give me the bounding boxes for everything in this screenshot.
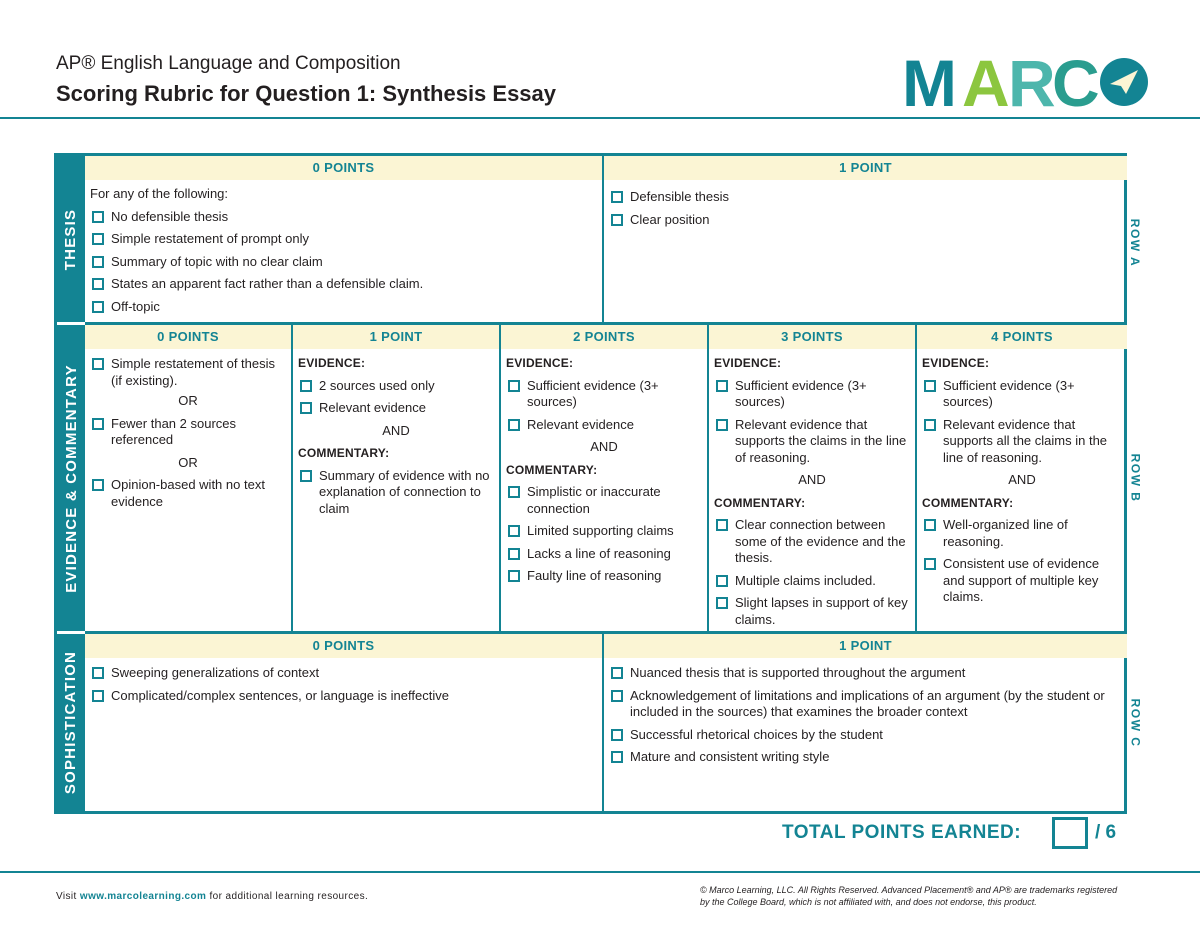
- sophistication-1-item[interactable]: Mature and consistent writing style: [609, 749, 1119, 766]
- rubric-table: [54, 153, 1127, 814]
- checkbox[interactable]: [508, 486, 520, 498]
- sophistication-0-item[interactable]: Sweeping generalizations of context: [90, 665, 595, 682]
- row-label-b: ROW B: [1128, 453, 1143, 503]
- checkbox[interactable]: [924, 558, 936, 570]
- checkbox[interactable]: [611, 667, 623, 679]
- total-out-of: / 6: [1095, 822, 1117, 843]
- checkbox[interactable]: [716, 419, 728, 431]
- evidence-1-item[interactable]: Summary of evidence with no explanation of connection to claim: [298, 468, 494, 518]
- sophistication-1-item[interactable]: Acknowledgement of limitations and implications of an argument (by the student or included in the sources) that examines the broader context: [609, 688, 1119, 721]
- and-label: AND: [590, 439, 618, 454]
- thesis-1-heading: 1 POINT: [604, 156, 1127, 180]
- thesis-0-heading: 0 POINTS: [85, 156, 602, 180]
- evidence-label: EVIDENCE:: [714, 356, 782, 370]
- sophistication-0-body: [90, 665, 595, 710]
- thesis-0-item[interactable]: Off-topic: [90, 299, 595, 316]
- evidence-2-body: [506, 355, 702, 591]
- evidence-2-item[interactable]: Faulty line of reasoning: [506, 568, 702, 585]
- thesis-1-item[interactable]: Defensible thesis: [609, 189, 1119, 206]
- checkbox[interactable]: [92, 690, 104, 702]
- checkbox[interactable]: [92, 301, 104, 313]
- or-label: OR: [178, 393, 198, 408]
- and-label: AND: [382, 422, 410, 438]
- evidence-0-item[interactable]: Fewer than 2 sources referenced: [90, 416, 286, 449]
- checkbox[interactable]: [924, 380, 936, 392]
- checkbox[interactable]: [611, 690, 623, 702]
- sophistication-0-heading: 0 POINTS: [85, 634, 602, 658]
- evidence-3-heading: 3 POINTS: [709, 325, 915, 349]
- footer-rule: [0, 871, 1200, 873]
- evidence-4-item[interactable]: Relevant evidence that supports all the claims in the line of reasoning.: [922, 417, 1122, 467]
- footer-visit: [56, 891, 368, 902]
- evidence-4-heading: 4 POINTS: [917, 325, 1127, 349]
- sophistication-1-body: [609, 665, 1119, 772]
- col-divider: [602, 634, 604, 811]
- checkbox[interactable]: [92, 233, 104, 245]
- checkbox[interactable]: [300, 380, 312, 392]
- checkbox[interactable]: [611, 191, 623, 203]
- sophistication-0-item[interactable]: Complicated/complex sentences, or language is ineffective: [90, 688, 595, 705]
- evidence-3-item[interactable]: Multiple claims included.: [714, 573, 910, 590]
- page-title: Scoring Rubric for Question 1: Synthesis Essay: [56, 81, 557, 106]
- evidence-4-body: [922, 355, 1122, 612]
- commentary-label: COMMENTARY:: [298, 446, 390, 460]
- side-label-evidence: EVIDENCE & COMMENTARY: [62, 363, 80, 593]
- evidence-1-body: [298, 355, 494, 523]
- checkbox[interactable]: [92, 358, 104, 370]
- evidence-1-heading: 1 POINT: [293, 325, 499, 349]
- evidence-0-item[interactable]: Opinion-based with no text evidence: [90, 477, 286, 510]
- footer-link[interactable]: www.marcolearning.com: [79, 891, 207, 902]
- checkbox[interactable]: [92, 667, 104, 679]
- total-points-input[interactable]: [1052, 817, 1088, 849]
- checkbox[interactable]: [92, 418, 104, 430]
- footer-visit-prefix: Visit: [56, 891, 77, 902]
- checkbox[interactable]: [508, 419, 520, 431]
- header-rule: [0, 117, 1200, 119]
- checkbox[interactable]: [508, 525, 520, 537]
- sophistication-1-heading: 1 POINT: [604, 634, 1127, 658]
- thesis-0-item[interactable]: Summary of topic with no clear claim: [90, 254, 595, 271]
- commentary-label: COMMENTARY:: [922, 495, 1014, 510]
- evidence-label: EVIDENCE:: [506, 356, 574, 370]
- logo-letter-c: C: [1052, 52, 1100, 110]
- col-divider: [915, 325, 917, 631]
- col-divider: [291, 325, 293, 631]
- or-label: OR: [178, 454, 198, 470]
- checkbox[interactable]: [92, 211, 104, 223]
- evidence-2-item[interactable]: Simplistic or inaccurate connection: [506, 484, 702, 517]
- marco-logo: [902, 52, 1152, 110]
- commentary-label: COMMENTARY:: [506, 462, 598, 477]
- checkbox[interactable]: [92, 278, 104, 290]
- thesis-0-item[interactable]: Simple restatement of prompt only: [90, 231, 595, 248]
- evidence-0-body: [90, 356, 286, 516]
- row-label-c: ROW C: [1128, 698, 1143, 747]
- header-subtitle: AP® English Language and Composition: [56, 53, 401, 74]
- evidence-3-body: [714, 355, 910, 634]
- footer-visit-suffix: for additional learning resources.: [209, 891, 369, 902]
- footer-copyright: © Marco Learning, LLC. All Rights Reserved. Advanced Placement® and AP® are trademarks registered by the College Board, which is not affiliated with, and does not endorse, this product.: [700, 885, 1118, 907]
- evidence-label: EVIDENCE:: [922, 356, 990, 370]
- evidence-0-item[interactable]: Simple restatement of thesis (if existing).: [90, 356, 286, 389]
- checkbox[interactable]: [92, 256, 104, 268]
- evidence-2-item[interactable]: Limited supporting claims: [506, 523, 702, 540]
- checkbox[interactable]: [924, 419, 936, 431]
- evidence-3-item[interactable]: Sufficient evidence (3+ sources): [714, 378, 910, 411]
- evidence-1-item[interactable]: 2 sources used only: [298, 378, 494, 395]
- checkbox[interactable]: [716, 597, 728, 609]
- checkbox[interactable]: [611, 214, 623, 226]
- checkbox[interactable]: [611, 751, 623, 763]
- logo-letter-a: A: [962, 52, 1010, 110]
- col-divider: [602, 156, 604, 322]
- checkbox[interactable]: [508, 570, 520, 582]
- side-label-sophistication: SOPHISTICATION: [62, 650, 80, 795]
- row-label-a: ROW A: [1128, 218, 1143, 268]
- checkbox[interactable]: [924, 519, 936, 531]
- col-divider: [499, 325, 501, 631]
- checkbox[interactable]: [300, 470, 312, 482]
- evidence-0-heading: 0 POINTS: [85, 325, 291, 349]
- evidence-label: EVIDENCE:: [298, 356, 366, 370]
- sophistication-1-item[interactable]: Nuanced thesis that is supported throughout the argument: [609, 665, 1119, 682]
- checkbox[interactable]: [716, 575, 728, 587]
- checkbox[interactable]: [716, 519, 728, 531]
- checkbox[interactable]: [92, 479, 104, 491]
- total-label: TOTAL POINTS EARNED:: [782, 822, 1022, 843]
- evidence-2-item[interactable]: Sufficient evidence (3+ sources): [506, 378, 702, 411]
- and-label: AND: [798, 472, 826, 487]
- thesis-1-item[interactable]: Clear position: [609, 212, 1119, 229]
- thesis-0-item[interactable]: No defensible thesis: [90, 209, 595, 226]
- checkbox[interactable]: [508, 548, 520, 560]
- evidence-3-item[interactable]: Clear connection between some of the evidence and the thesis.: [714, 517, 910, 567]
- checkbox[interactable]: [508, 380, 520, 392]
- thesis-0-body: [90, 186, 595, 321]
- thesis-0-intro: For any of the following:: [90, 186, 229, 201]
- checkbox[interactable]: [611, 729, 623, 741]
- evidence-3-item[interactable]: Relevant evidence that supports the claims in the line of reasoning.: [714, 417, 910, 467]
- thesis-0-item[interactable]: States an apparent fact rather than a defensible claim.: [90, 276, 595, 293]
- evidence-2-item[interactable]: Relevant evidence: [506, 417, 702, 434]
- and-label: AND: [1008, 472, 1036, 487]
- checkbox[interactable]: [716, 380, 728, 392]
- checkbox[interactable]: [300, 402, 312, 414]
- evidence-4-item[interactable]: Consistent use of evidence and support of multiple key claims.: [922, 556, 1122, 606]
- side-label-thesis: THESIS: [62, 208, 80, 270]
- evidence-1-item[interactable]: Relevant evidence: [298, 400, 494, 417]
- evidence-4-item[interactable]: Well-organized line of reasoning.: [922, 517, 1122, 550]
- evidence-2-heading: 2 POINTS: [501, 325, 707, 349]
- thesis-1-body: [609, 189, 1119, 234]
- evidence-4-item[interactable]: Sufficient evidence (3+ sources): [922, 378, 1122, 411]
- sophistication-1-item[interactable]: Successful rhetorical choices by the student: [609, 727, 1119, 744]
- commentary-label: COMMENTARY:: [714, 495, 806, 510]
- col-divider: [707, 325, 709, 631]
- logo-letter-m: M: [902, 52, 957, 110]
- evidence-3-item[interactable]: Slight lapses in support of key claims.: [714, 595, 910, 628]
- evidence-2-item[interactable]: Lacks a line of reasoning: [506, 546, 702, 563]
- logo-letter-r: R: [1008, 52, 1056, 110]
